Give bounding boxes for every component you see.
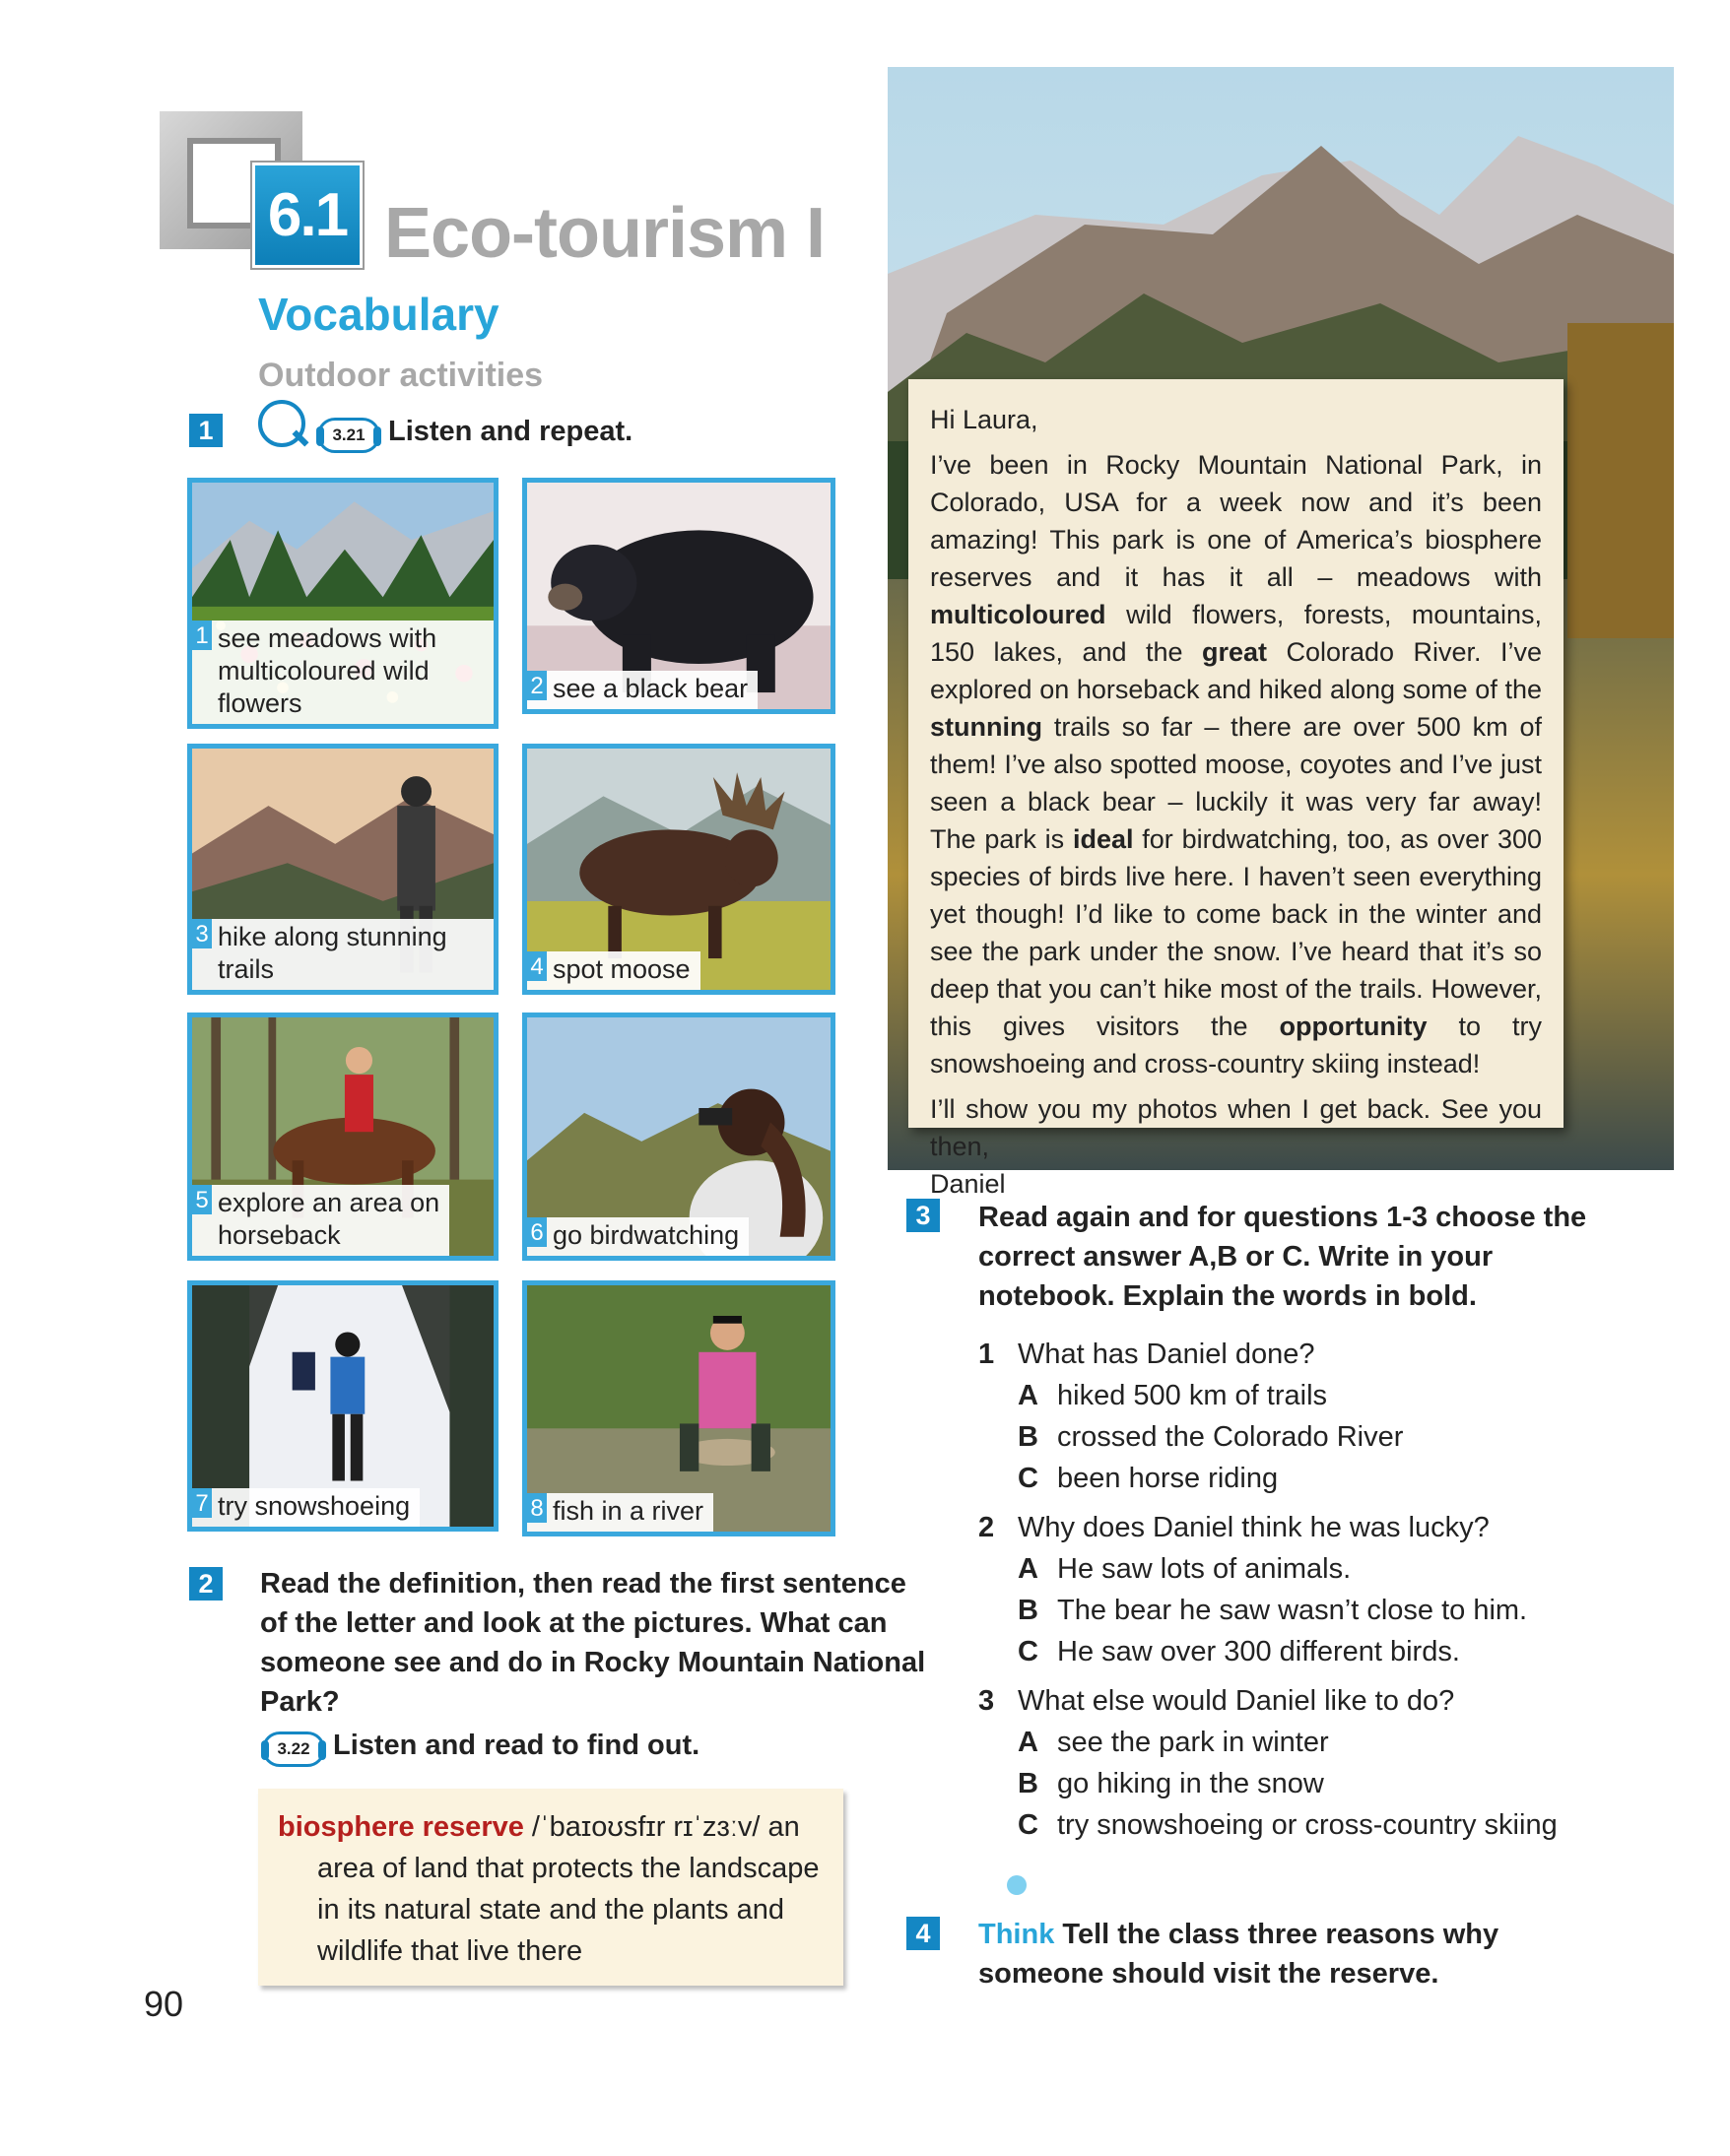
instruction-line: correct answer A,B or C. Write in your bbox=[978, 1241, 1494, 1273]
answer-option bbox=[1018, 1590, 1527, 1631]
photo-number: 4 bbox=[527, 951, 547, 981]
option-text: He saw lots of animals. bbox=[1057, 1553, 1352, 1585]
exercise-number-4: 4 bbox=[906, 1917, 940, 1950]
question-text: Why does Daniel think he was lucky? bbox=[1018, 1512, 1490, 1543]
instruction-line: Read again and for questions 1-3 choose the bbox=[978, 1202, 1587, 1233]
option-text: He saw over 300 different birds. bbox=[1057, 1636, 1460, 1667]
answer-option bbox=[1018, 1375, 1327, 1416]
answer-option bbox=[1018, 1763, 1324, 1804]
caption-line: try snowshoeing bbox=[218, 1491, 411, 1521]
lightbulb-icon bbox=[1007, 1875, 1027, 1895]
letter-bold-word: multicoloured bbox=[930, 600, 1106, 629]
photo-number: 5 bbox=[192, 1185, 212, 1214]
caption-line: horseback bbox=[218, 1220, 341, 1250]
instruction-text: Tell the class three reasons why bbox=[1054, 1919, 1499, 1950]
photo-birdwatching bbox=[522, 1013, 835, 1261]
answer-option bbox=[1018, 1804, 1558, 1846]
photo-number: 1 bbox=[192, 621, 212, 650]
option-text: The bear he saw wasn’t close to him. bbox=[1057, 1595, 1528, 1626]
answer-option bbox=[1018, 1722, 1329, 1763]
question-2 bbox=[978, 1507, 1490, 1548]
unit-title: Eco-tourism I bbox=[384, 194, 826, 273]
photo-fishing bbox=[522, 1280, 835, 1536]
letter-bold-word: ideal bbox=[1072, 824, 1134, 854]
option-letter: B bbox=[1018, 1768, 1038, 1799]
photo-moose bbox=[522, 744, 835, 995]
photo-number: 7 bbox=[192, 1488, 212, 1518]
photo-snowshoeing bbox=[187, 1280, 499, 1532]
photo-horseback bbox=[187, 1013, 499, 1261]
letter-bold-word: opportunity bbox=[1279, 1012, 1428, 1041]
option-letter: B bbox=[1018, 1421, 1038, 1453]
option-letter: A bbox=[1018, 1727, 1038, 1758]
photo-black-bear bbox=[522, 478, 835, 714]
letter-greeting: Hi Laura, bbox=[930, 405, 1038, 434]
definition-box bbox=[258, 1789, 843, 1986]
photo-caption bbox=[192, 1488, 420, 1527]
letter-text: Colorado River. I’ve explored on horseback and hiked along some of the bbox=[930, 637, 1543, 704]
instruction-line: of the letter and look at the pictures. What can bbox=[260, 1607, 888, 1639]
magnifier-icon bbox=[258, 400, 305, 447]
letter-body bbox=[930, 446, 1542, 1082]
caption-line: go birdwatching bbox=[553, 1220, 740, 1250]
option-text: hiked 500 km of trails bbox=[1057, 1380, 1328, 1411]
option-text: been horse riding bbox=[1057, 1463, 1279, 1494]
exercise-3-instruction bbox=[978, 1198, 1586, 1316]
photo-meadow bbox=[187, 478, 499, 729]
exercise-1-instruction: Listen and repeat. bbox=[388, 416, 633, 447]
caption-line: see meadows with bbox=[218, 623, 437, 653]
option-text: go hiking in the snow bbox=[1057, 1768, 1324, 1799]
caption-line: multicoloured wild flowers bbox=[218, 656, 430, 718]
question-number: 2 bbox=[978, 1512, 995, 1543]
instruction-line: notebook. Explain the words in bold. bbox=[978, 1280, 1477, 1312]
exercise-number-2: 2 bbox=[189, 1567, 223, 1601]
think-label: Think bbox=[978, 1919, 1055, 1950]
option-letter: C bbox=[1018, 1463, 1038, 1494]
caption-line: explore an area on bbox=[218, 1188, 440, 1217]
option-letter: C bbox=[1018, 1809, 1038, 1841]
exercise-2-instruction bbox=[260, 1564, 925, 1722]
question-number: 1 bbox=[978, 1339, 995, 1370]
question-number: 3 bbox=[978, 1685, 995, 1717]
instruction-line: Park? bbox=[260, 1686, 340, 1718]
letter-bold-word: stunning bbox=[930, 712, 1042, 742]
letter-text: trails so far – there are over 500 km of them! I’ve also spotted moose, coyotes and I’ve just seen a black bear – luckily it was very far away! The park is bbox=[930, 712, 1542, 854]
instruction-line bbox=[978, 1915, 1498, 1954]
option-text: try snowshoeing or cross-country skiing bbox=[1057, 1809, 1558, 1841]
letter-closing: I’ll show you my photos when I get back. See you then, bbox=[930, 1094, 1542, 1161]
letter-signature: Daniel bbox=[930, 1169, 1006, 1199]
photo-caption bbox=[192, 621, 494, 724]
photo-number: 2 bbox=[527, 671, 547, 700]
definition-first-line bbox=[278, 1806, 824, 1848]
unit-number-badge bbox=[252, 163, 363, 268]
instruction-line: someone should visit the reserve. bbox=[978, 1958, 1439, 1990]
caption-line: see a black bear bbox=[553, 674, 749, 703]
exercise-4-instruction bbox=[978, 1915, 1498, 1993]
photo-number: 8 bbox=[527, 1493, 547, 1523]
photo-caption bbox=[192, 919, 494, 990]
option-text: crossed the Colorado River bbox=[1057, 1421, 1404, 1453]
definition-line: area of land that protects the landscape bbox=[317, 1853, 820, 1884]
question-3 bbox=[978, 1680, 1454, 1722]
caption-line: fish in a river bbox=[553, 1496, 704, 1526]
caption-line: spot moose bbox=[553, 954, 691, 984]
audio-track-badge[interactable]: 3.22 bbox=[262, 1731, 325, 1767]
exercise-2-audio-instruction: Listen and read to find out. bbox=[333, 1730, 700, 1761]
question-text: What has Daniel done? bbox=[1018, 1339, 1315, 1370]
definition-line: in its natural state and the plants and bbox=[317, 1894, 784, 1926]
photo-number: 3 bbox=[192, 919, 212, 948]
page-number: 90 bbox=[144, 1984, 184, 2024]
instruction-line: Read the definition, then read the first sentence bbox=[260, 1568, 906, 1600]
option-text: see the park in winter bbox=[1057, 1727, 1329, 1758]
letter-text: I’ve been in Rocky Mountain National Park, in Colorado, USA for a week now and it’s been amazing! This park is one of America’s biosphere reserves and it has it all – meadows with bbox=[930, 450, 1542, 592]
exercise-number-1: 1 bbox=[189, 414, 223, 447]
letter-text: wild flowers, forests, mountains, 150 lakes, and the bbox=[930, 600, 1542, 667]
photo-caption bbox=[527, 1493, 713, 1532]
answer-option bbox=[1018, 1548, 1351, 1590]
instruction-line: someone see and do in Rocky Mountain National bbox=[260, 1647, 926, 1678]
photo-caption bbox=[527, 1217, 749, 1256]
answer-option bbox=[1018, 1631, 1460, 1672]
section-title: Vocabulary bbox=[258, 289, 499, 340]
question-text: What else would Daniel like to do? bbox=[1018, 1685, 1455, 1717]
caption-line: hike along stunning trails bbox=[218, 922, 447, 984]
letter-bold-word: great bbox=[1202, 637, 1268, 667]
letter-text: to try snowshoeing and cross-country skiing instead! bbox=[930, 1012, 1543, 1078]
photo-number: 6 bbox=[527, 1217, 547, 1247]
photo-caption bbox=[192, 1185, 449, 1256]
section-subtitle: Outdoor activities bbox=[258, 357, 544, 394]
unit-number: 6.1 bbox=[267, 181, 348, 249]
definition-line: wildlife that live there bbox=[317, 1935, 583, 1967]
letter-note bbox=[908, 379, 1564, 1199]
audio-track-badge[interactable]: 3.21 bbox=[317, 418, 380, 453]
exercise-number-3: 3 bbox=[906, 1199, 940, 1232]
option-letter: C bbox=[1018, 1636, 1038, 1667]
photo-caption bbox=[527, 671, 758, 709]
photo-caption bbox=[527, 951, 700, 990]
photo-hiker bbox=[187, 744, 499, 995]
question-1 bbox=[978, 1334, 1314, 1375]
option-letter: A bbox=[1018, 1553, 1038, 1585]
letter-text: for birdwatching, too, as over 300 species of birds live here. I haven’t seen everything yet though! I’d like to come back in the winter and see the park under the snow. I’ve heard that it’s so deep that you can’t hike most of the trails. However, this gives visitors the bbox=[930, 824, 1542, 1041]
answer-option bbox=[1018, 1416, 1403, 1458]
option-letter: B bbox=[1018, 1595, 1038, 1626]
option-letter: A bbox=[1018, 1380, 1038, 1411]
answer-option bbox=[1018, 1458, 1278, 1499]
definition-term: biosphere reserve bbox=[278, 1811, 524, 1843]
definition-pronunciation: /ˈbaɪoʊsfɪr rɪˈzɜːv/ an bbox=[523, 1811, 800, 1843]
